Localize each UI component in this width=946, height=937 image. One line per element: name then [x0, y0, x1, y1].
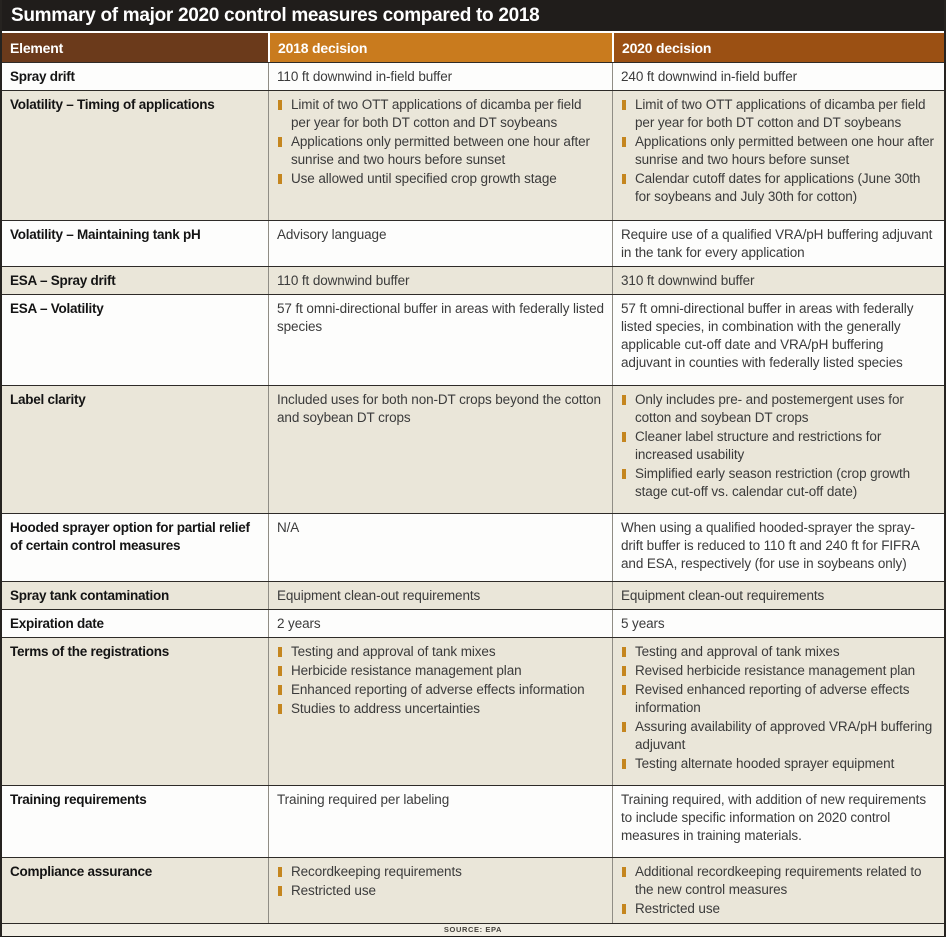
bullet-icon — [622, 685, 626, 695]
source-text: SOURCE: EPA — [443, 925, 503, 935]
source-row — [2, 923, 944, 936]
element-cell: Spray drift — [10, 69, 75, 84]
bullet-list-item — [621, 643, 936, 661]
bullet-list-item — [621, 863, 936, 899]
cell-text: 110 ft downwind in-field buffer — [277, 69, 453, 84]
bullet-icon — [622, 666, 626, 676]
cell-text: 2 years — [277, 615, 321, 631]
bullet-list-item — [277, 863, 604, 881]
table-row — [2, 294, 944, 385]
bullet-text: Cleaner label structure and restrictions for increased usability — [635, 428, 882, 462]
bullet-icon — [278, 685, 282, 695]
decision-2018-cell — [268, 63, 612, 90]
bullet-icon — [622, 137, 626, 147]
bullet-list-item — [621, 465, 936, 501]
cell-text: Equipment clean-out requirements — [621, 587, 825, 603]
decision-2018-cell — [268, 221, 612, 266]
decision-2018-cell — [268, 267, 612, 294]
column-header-2018-decision: 2018 decision — [270, 33, 612, 62]
decision-2020-cell — [612, 386, 944, 513]
bullet-text: Additional recordkeeping requirements related to the new control measures — [635, 863, 922, 897]
bullet-text: Use allowed until specified crop growth stage — [291, 170, 557, 186]
bullet-list-item — [621, 428, 936, 464]
bullet-icon — [622, 469, 626, 479]
bullet-icon — [278, 867, 282, 877]
table-row — [2, 785, 944, 857]
table-body — [2, 62, 944, 923]
bullet-list-item — [621, 96, 936, 132]
bullet-list-item — [277, 662, 604, 680]
element-cell: Expiration date — [10, 615, 104, 631]
bullet-list-item — [277, 170, 604, 188]
table-row — [2, 581, 944, 609]
element-cell: Compliance assurance — [10, 863, 153, 879]
cell-text: Equipment clean-out requirements — [277, 587, 481, 603]
element-cell: ESA – Volatility — [10, 300, 104, 316]
bullet-list-item — [277, 133, 604, 169]
bullet-list-item — [277, 96, 604, 132]
bullet-text: Limit of two OTT applications of dicamba per field per year for both DT cotton and DT soybeans — [291, 96, 582, 130]
bullet-icon — [278, 647, 282, 657]
decision-2018-cell — [268, 610, 612, 637]
bullet-icon — [622, 432, 626, 442]
bullet-icon — [278, 174, 282, 184]
element-cell: Volatility – Timing of applications — [10, 96, 215, 112]
table-row — [2, 857, 944, 923]
bullet-icon — [622, 759, 626, 769]
decision-2018-cell — [268, 582, 612, 609]
table-row — [2, 513, 944, 581]
decision-2018-cell — [268, 514, 612, 581]
bullet-list-item — [277, 700, 604, 718]
bullet-list-item — [621, 391, 936, 427]
element-cell: Terms of the registrations — [10, 643, 170, 659]
bullet-text: Restricted use — [291, 882, 376, 898]
decision-2018-cell — [268, 858, 612, 923]
decision-2018-cell — [268, 638, 612, 785]
cell-text: 5 years — [621, 615, 665, 631]
bullet-icon — [278, 137, 282, 147]
column-header-2020-decision: 2020 decision — [614, 33, 944, 62]
decision-2020-cell — [612, 63, 944, 90]
bullet-text: Enhanced reporting of adverse effects information — [291, 681, 585, 697]
bullet-text: Revised herbicide resistance management plan — [635, 662, 916, 678]
table-row — [2, 385, 944, 513]
cell-text: 57 ft omni-directional buffer in areas with federally listed species — [277, 300, 604, 334]
figure-title-bar — [2, 0, 944, 31]
table-row — [2, 637, 944, 785]
element-cell: Volatility – Maintaining tank pH — [10, 226, 201, 242]
table-row — [2, 62, 944, 90]
bullet-list-item — [277, 882, 604, 900]
bullet-text: Applications only permitted between one hour after sunrise and two hours before sunset — [635, 133, 934, 167]
cell-text: 310 ft downwind buffer — [621, 272, 755, 288]
bullet-text: Testing and approval of tank mixes — [291, 643, 496, 659]
bullet-icon — [622, 647, 626, 657]
bullet-list-item — [621, 681, 936, 717]
bullet-text: Revised enhanced reporting of adverse effects information — [635, 681, 910, 715]
bullet-text: Only includes pre- and postemergent uses for cotton and soybean DT crops — [635, 391, 904, 425]
element-cell: Training requirements — [10, 791, 147, 807]
element-cell: Hooded sprayer option for partial relief of certain control measures — [10, 519, 250, 553]
decision-2020-cell — [612, 91, 944, 220]
bullet-icon — [622, 722, 626, 732]
bullet-text: Restricted use — [635, 900, 720, 916]
cell-text: Training required, with addition of new requirements to include specific information on 2020 control measures in training materials. — [621, 791, 926, 843]
table-row — [2, 220, 944, 266]
bullet-text: Assuring availability of approved VRA/pH buffering adjuvant — [635, 718, 933, 752]
bullet-list-item — [621, 662, 936, 680]
element-cell: Label clarity — [10, 391, 86, 407]
decision-2020-cell — [612, 295, 944, 385]
bullet-icon — [622, 174, 626, 184]
element-cell: ESA – Spray drift — [10, 272, 116, 288]
decision-2018-cell — [268, 295, 612, 385]
bullet-icon — [278, 704, 282, 714]
bullet-text: Applications only permitted between one hour after sunrise and two hours before sunset — [291, 133, 590, 167]
decision-2018-cell — [268, 386, 612, 513]
table-header-row — [2, 33, 944, 62]
bullet-text: Testing and approval of tank mixes — [635, 643, 840, 659]
bullet-icon — [622, 100, 626, 110]
cell-text: Training required per labeling — [277, 791, 450, 807]
bullet-list-item — [621, 900, 936, 918]
bullet-list-item — [621, 755, 936, 773]
bullet-icon — [278, 886, 282, 896]
decision-2018-cell — [268, 786, 612, 857]
bullet-text: Studies to address uncertainties — [291, 700, 480, 716]
cell-text: Included uses for both non-DT crops beyond the cotton and soybean DT crops — [277, 391, 601, 425]
element-cell: Spray tank contamination — [10, 587, 170, 603]
decision-2020-cell — [612, 786, 944, 857]
bullet-icon — [622, 867, 626, 877]
bullet-list-item — [277, 643, 604, 661]
bullet-list-item — [621, 133, 936, 169]
decision-2020-cell — [612, 514, 944, 581]
bullet-icon — [622, 904, 626, 914]
decision-2018-cell — [268, 91, 612, 220]
decision-2020-cell — [612, 858, 944, 923]
bullet-list-item — [621, 718, 936, 754]
bullet-icon — [278, 666, 282, 676]
cell-text: 240 ft downwind in-field buffer — [621, 69, 798, 84]
figure-title: Summary of major 2020 control measures compared to 2018 — [11, 4, 540, 26]
cell-text: When using a qualified hooded-sprayer the spray-drift buffer is reduced to 110 ft and 240 ft for FIFRA and ESA, respectively (for use in soybeans only) — [621, 519, 920, 571]
table-row — [2, 90, 944, 220]
decision-2020-cell — [612, 221, 944, 266]
column-header-element: Element — [2, 33, 268, 62]
bullet-icon — [622, 395, 626, 405]
cell-text: 57 ft omni-directional buffer in areas with federally listed species, in combination with the generally applicable cut-off date and VRA/pH buffering adjuvant in counties with federally listed species — [621, 300, 914, 370]
bullet-text: Recordkeeping requirements — [291, 863, 462, 879]
bullet-list-item — [621, 170, 936, 206]
decision-2020-cell — [612, 610, 944, 637]
cell-text: N/A — [277, 519, 300, 535]
cell-text: Require use of a qualified VRA/pH buffering adjuvant in the tank for every application — [621, 226, 933, 260]
cell-text: Advisory language — [277, 226, 387, 242]
table-row — [2, 609, 944, 637]
bullet-icon — [278, 100, 282, 110]
cell-text: 110 ft downwind buffer — [277, 272, 410, 288]
bullet-text: Calendar cutoff dates for applications (June 30th for soybeans and July 30th for cotton) — [635, 170, 921, 204]
bullet-text: Testing alternate hooded sprayer equipment — [635, 755, 895, 771]
decision-2020-cell — [612, 267, 944, 294]
bullet-list-item — [277, 681, 604, 699]
bullet-text: Limit of two OTT applications of dicamba per field per year for both DT cotton and DT soybeans — [635, 96, 926, 130]
table-row — [2, 266, 944, 294]
decision-2020-cell — [612, 638, 944, 785]
bullet-text: Herbicide resistance management plan — [291, 662, 522, 678]
decision-2020-cell — [612, 582, 944, 609]
bullet-text: Simplified early season restriction (crop growth stage cut-off vs. calendar cut-off date) — [635, 465, 911, 499]
